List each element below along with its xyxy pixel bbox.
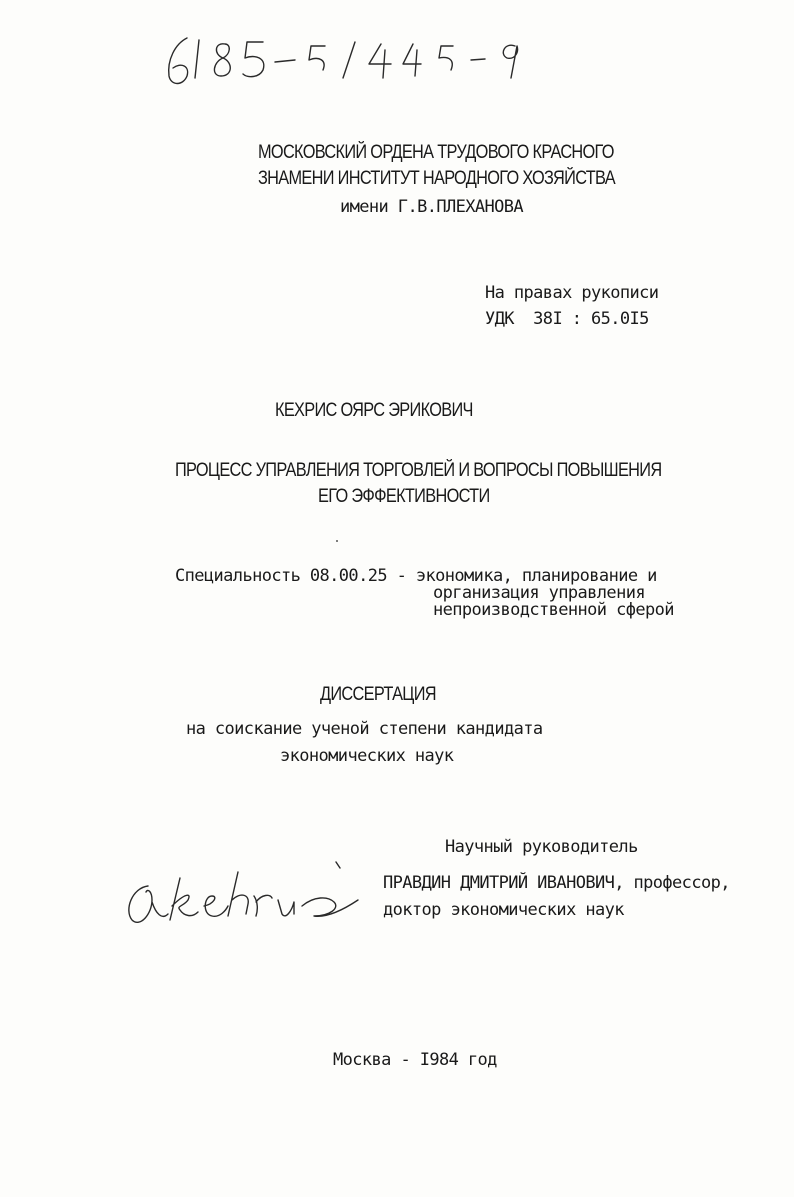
udc-code: УДК 38I : 65.0I5 — [485, 309, 649, 329]
dissertation-label: ДИССЕРТАЦИЯ — [320, 684, 436, 705]
specialty-line-1: Специальность 08.00.25 - экономика, планирование и — [175, 566, 657, 586]
manuscript-rights-label: На правах рукописи — [485, 283, 659, 303]
scan-speck — [336, 540, 338, 542]
supervisor-label: Научный руководитель — [445, 837, 638, 857]
degree-line-1: на соискание ученой степени кандидата — [186, 719, 543, 739]
city-year-footer: Москва - I984 год — [333, 1050, 497, 1070]
archive-mark-handwritten — [155, 28, 535, 98]
degree-line-2: экономических наук — [280, 746, 454, 766]
supervisor-degree: доктор экономических наук — [383, 900, 624, 920]
dissertation-title-line-1: ПРОЦЕСС УПРАВЛЕНИЯ ТОРГОВЛЕЙ И ВОПРОСЫ ПОВЫШЕНИЯ — [175, 460, 662, 481]
author-name: КЕХРИС ОЯРС ЭРИКОВИЧ — [275, 400, 473, 421]
author-signature — [118, 858, 378, 938]
institution-line-3: имени Г.В.ПЛЕХАНОВА — [340, 197, 524, 217]
dissertation-title-line-2: ЕГО ЭФФЕКТИВНОСТИ — [318, 486, 490, 507]
specialty-line-3: непроизводственной сферой — [433, 600, 674, 620]
institution-line-2: ЗНАМЕНИ ИНСТИТУТ НАРОДНОГО ХОЗЯЙСТВА — [258, 168, 615, 189]
institution-line-1: МОСКОВСКИЙ ОРДЕНА ТРУДОВОГО КРАСНОГО — [258, 142, 614, 163]
supervisor-name: ПРАВДИН ДМИТРИЙ ИВАНОВИЧ, профессор, — [383, 873, 730, 893]
specialty-line-2: организация управления — [433, 583, 645, 603]
